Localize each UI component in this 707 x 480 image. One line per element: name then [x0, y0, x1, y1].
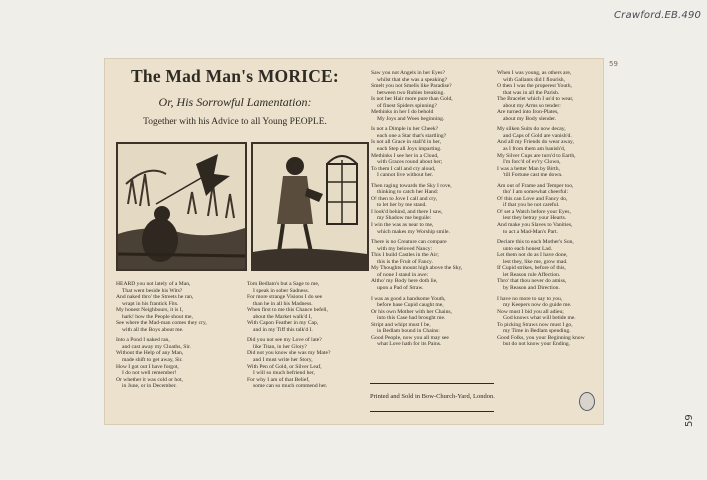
- verse-line: and in my Tiff this talk'd I.: [253, 326, 313, 333]
- verse-line: Methinks I see her in a Cloud,: [371, 152, 439, 159]
- broadside-advice-line: Together with his Advice to all Young PEOPLE.: [143, 117, 327, 127]
- verse-line: tho' I am somewhat cheerful:: [503, 189, 569, 196]
- verse-line: about my Arms so tender:: [503, 102, 561, 109]
- verse-line: to act a Mad-Man's Part.: [503, 228, 558, 235]
- verse-line: as I from them am banish'd,: [503, 146, 566, 153]
- verse-line: before base Cupid caught me,: [377, 302, 444, 309]
- verse-line: O! this can Love and Fancy do,: [497, 195, 568, 202]
- verse-line: and Caps of Gold are vanish'd.: [503, 132, 572, 139]
- verse-line: my Time in Bedlam spending.: [503, 328, 571, 335]
- verse-line: into this Case had brought me.: [377, 315, 446, 322]
- verse-line: this is the Fruit of Fancy.: [377, 258, 433, 265]
- verse-line: My Thoughts mount high above the Sky,: [371, 265, 463, 272]
- verse-line: That went beside his Wits?: [122, 287, 183, 294]
- verse-line: which makes my Worship smile.: [377, 228, 450, 235]
- verse-line: my Keepers now do guide me.: [503, 302, 572, 309]
- verse-line: Did not you know she was my Mate?: [247, 350, 331, 357]
- verse-line: My Joys and Woes beginning.: [377, 115, 445, 122]
- ballad-column-3: [371, 70, 491, 348]
- verse-line: For more strange Visions I do see: [247, 294, 323, 301]
- verse-line: about the Market walk'd I,: [253, 313, 312, 320]
- verse-line: Is not a Dimple in her Cheek?: [371, 126, 439, 133]
- verse-line: Declare this to each Mother's Son,: [497, 239, 574, 246]
- imprint-bottom-rule: [370, 411, 494, 412]
- verse-line: by Reason and Direction.: [503, 284, 560, 291]
- verse-line: And naked thro' the Streets he ran,: [116, 294, 194, 301]
- verse-line: Or whether it was cold or hot,: [116, 376, 183, 383]
- verse-line: thinking to catch her Hand:: [377, 189, 439, 196]
- verse-line: With Pen of Gold, or Silver Leaf,: [247, 363, 322, 370]
- verse-line: To them I call and cry aloud,: [371, 165, 436, 172]
- verse-line: made shift to get away, Sir.: [122, 357, 183, 364]
- verse-line: Tom Bedlam's but a Sage to me,: [247, 281, 320, 287]
- verse-line: Good People, now you all may see: [371, 334, 449, 341]
- verse-line: I speak in sober Sadness.: [253, 287, 310, 294]
- verse-line: Did you not see my Love of late?: [247, 337, 322, 344]
- verse-line: If Cupid strikes, before of this,: [497, 265, 566, 272]
- verse-line: Or his own Mother with her Chains,: [371, 308, 452, 315]
- verse-line: How I got out I have forgot,: [116, 363, 179, 370]
- verse-line: My honest Neighbours, it is I,: [116, 307, 183, 314]
- verse-line: Am out of Frame and Temper too,: [497, 182, 574, 189]
- verse-line: Smelt you not Smells like Paradise?: [371, 83, 452, 90]
- verse-line: To picking Straws now must I go,: [497, 321, 573, 328]
- verse-line: Now must I bid you all adieu;: [497, 308, 564, 315]
- verse-line: and I must write her Story,: [253, 357, 313, 364]
- verse-line: if that you be not careful.: [503, 202, 560, 209]
- verse-line: of none I stand in awe:: [377, 271, 429, 278]
- verse-line: about my Body slender.: [503, 115, 557, 122]
- verse-line: For why I am of that Belief,: [247, 376, 310, 383]
- verse-line: between two Rubies breaking.: [377, 89, 445, 96]
- verse-line: Stript and whipt must I be,: [371, 321, 431, 328]
- verse-line: O then I was the properest Youth,: [497, 83, 572, 90]
- verse-line: Are turned into Iron-Plates,: [497, 109, 559, 116]
- verse-line: I look'd behind, and there I saw,: [371, 208, 443, 215]
- verse-line: Is not all Grace in stall'd in her,: [371, 139, 442, 146]
- verse-line: This I build Castles in the Air;: [371, 252, 439, 259]
- verse-line: I cannot live without her.: [377, 172, 434, 179]
- library-stamp-icon: [579, 392, 595, 411]
- verse-line: HEARD you not lately of a Man,: [116, 281, 191, 287]
- verse-line: And all my Friends do wear away,: [497, 139, 574, 146]
- imprint-top-rule: [370, 383, 494, 384]
- verse-line: Is not her Hair more pure than Gold,: [371, 96, 453, 103]
- verse-line: lest they betray your Hearts.: [503, 215, 567, 222]
- verse-line: each one a Star that's startling?: [377, 132, 447, 139]
- ballad-column-4: [497, 70, 599, 348]
- verse-line: Methinks in her I do behold: [371, 109, 434, 116]
- verse-line: And make you Slaves to Vanities,: [497, 222, 573, 229]
- verse-line: Saw you not Angels in her Eyes?: [371, 70, 445, 76]
- verse-line: unto each honest Lad.: [503, 245, 553, 252]
- verse-line: My silken Suits do now decay,: [497, 126, 566, 133]
- verse-line: with Gallants did I flourish,: [503, 76, 565, 83]
- verse-line: hark! how the People shout me,: [122, 313, 193, 320]
- verse-line: I have no more to say to you,: [497, 295, 563, 302]
- woodcut-hunter-image: [116, 142, 247, 271]
- verse-line: with all the Boys about me.: [122, 326, 184, 333]
- verse-line: what Love hath for its Pains.: [377, 341, 442, 348]
- ballad-column-1: [116, 281, 244, 390]
- verse-line: I will so much befriend her,: [253, 370, 315, 377]
- verse-line: but do not know your Ending.: [503, 341, 571, 348]
- verse-line: My Silver Cups are turn'd to Earth,: [497, 152, 576, 159]
- verse-line: Into a Pond I naked ran,: [116, 337, 170, 344]
- verse-line: When first to me this Chance befell,: [247, 307, 328, 314]
- verse-line: I do not well remember!: [122, 370, 177, 377]
- verse-line: I'm forc'd of ev'ry Clown,: [503, 159, 561, 166]
- sheet-corner-mark: 59: [609, 60, 618, 68]
- verse-line: O! set a Watch before your Eyes,: [497, 208, 571, 215]
- verse-line: wrapt in his frantick Fits.: [122, 300, 179, 307]
- verse-line: let Reason rule Affection.: [503, 271, 561, 278]
- verse-line: and cast away my Cloaths, Sir.: [122, 343, 191, 350]
- broadside-title: The Mad Man's MORICE:: [131, 66, 339, 86]
- verse-line: I was as good a handsome Youth,: [371, 295, 446, 302]
- verse-line: each Step all Joys imparting.: [377, 146, 442, 153]
- broadside-subtitle: Or, His Sorrowful Lamentation:: [158, 95, 312, 109]
- verse-line: to let her by me stand.: [377, 202, 427, 209]
- verse-line: When I was young, as others are,: [497, 70, 572, 76]
- verse-line: There is no Creature can compare: [371, 239, 447, 246]
- verse-line: With Capon Feather in my Cap,: [247, 320, 319, 327]
- verse-line: with Graces round about her;: [377, 159, 443, 166]
- verse-line: lest they, like me, grow mad.: [503, 258, 568, 265]
- verse-line: than he in all his Madness.: [253, 300, 313, 307]
- verse-line: Without the Help of any Man,: [116, 350, 184, 357]
- verse-line: 'till Fortune cast me down.: [503, 172, 563, 179]
- verse-line: whilst that she was a speaking?: [377, 76, 448, 83]
- verse-line: See where the Mad-man comes they cry,: [116, 320, 207, 327]
- verse-line: some can so much commend her.: [253, 383, 328, 390]
- verse-line: Then raging towards the Sky I rove,: [371, 182, 452, 189]
- verse-line: Let them not do as I have done,: [497, 252, 568, 259]
- verse-line: in Bedlam bound in Chains:: [377, 328, 440, 335]
- verse-line: of finest Spiders spinning?: [377, 102, 437, 109]
- verse-line: my Shadow me beguile:: [377, 215, 432, 222]
- verse-line: that was in all the Parish.: [503, 89, 560, 96]
- verse-line: God knows what will betide me.: [503, 315, 576, 322]
- page-number: 59: [684, 414, 695, 427]
- verse-line: with my beloved Nancy:: [377, 245, 433, 252]
- archive-call-number: Crawford.EB.490: [614, 10, 702, 21]
- verse-line: The Bracelet which I us'd to wear,: [497, 96, 574, 103]
- verse-line: O! then to Jove I call and cry,: [371, 195, 438, 202]
- verse-line: Altho' my Body here doth lie,: [371, 278, 438, 285]
- ballad-column-2: [247, 281, 365, 390]
- verse-line: Thro' that thou never do amiss,: [497, 278, 567, 285]
- verse-line: like Titan, in her Glory?: [253, 343, 307, 350]
- verse-line: I win the was as near to me,: [371, 222, 434, 229]
- verse-line: Good Folks, you your Beginning know: [497, 334, 585, 341]
- printer-imprint: Printed and Sold in Bow-Church-Yard, London.: [370, 393, 495, 400]
- verse-line: I was a better Man by Birth,: [497, 165, 560, 172]
- woodcut-madman-image: [251, 142, 369, 271]
- verse-line: in June, or in December.: [122, 383, 177, 390]
- verse-line: upon a Pad of Straw.: [377, 284, 424, 291]
